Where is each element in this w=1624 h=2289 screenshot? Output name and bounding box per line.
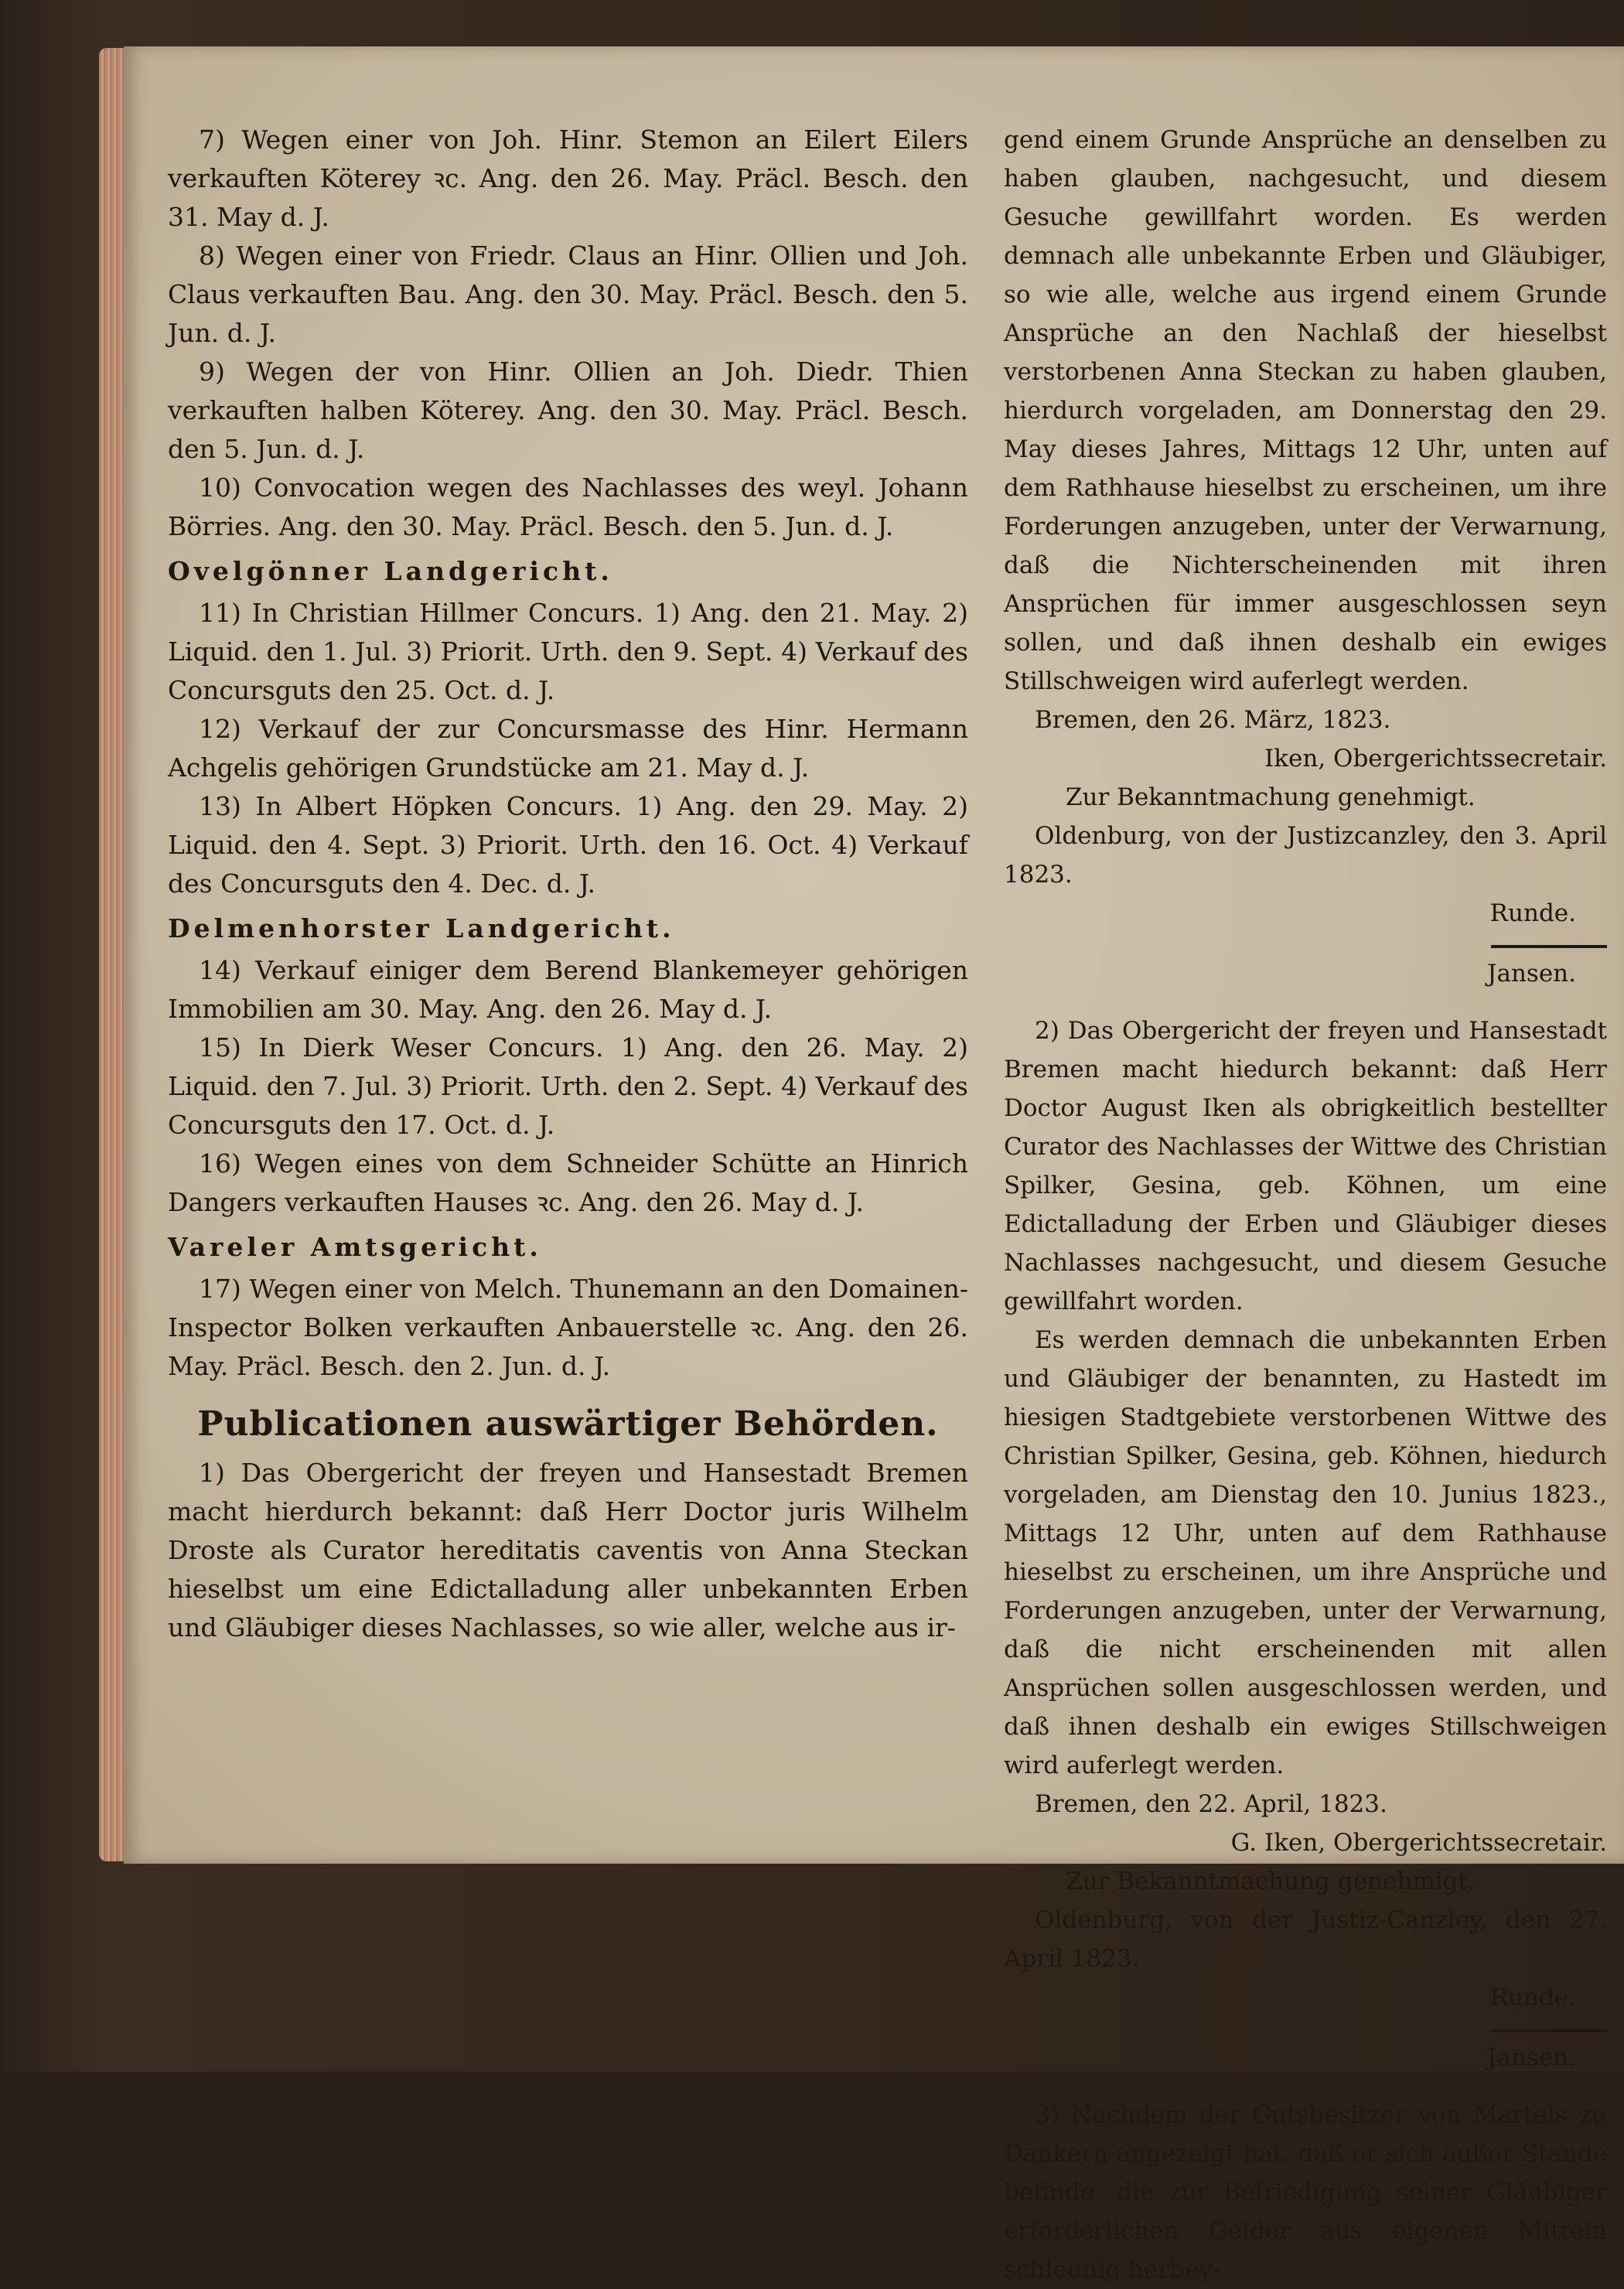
publication-3: 3) Nachdem der Gutsbesitzer von Martels zu Dankern angezeigt hat, daß er sich außer Stande befinde, die zur Befriedigung seiner Gläubiger erforderlichen Gelder aus eigenen Mitteln schleunig herbey- xyxy=(1004,2101,1607,2284)
publication-1-continuation: gend einem Grunde Ansprüche an denselben zu haben glauben, nachgesucht, und diesem Gesuche gewillfahrt worden. Es werden demnach alle unbekannte Erben und Gläubiger, so wie alle, welche aus irgend einem Grunde Ansprüche an den Nachlaß der hieselbst verstorbenen Anna Steckan zu haben glauben, hierdurch vorgeladen, am Donnerstag den 29. May dieses Jahres, Mittags 12 Uhr, unten auf dem Rathhause hieselbst zu erscheinen, um ihre Forderungen anzugeben, unter der Verwarnung, daß die Nichterscheinenden mit ihren Ansprüchen für immer ausgeschlossen seyn sollen, und daß ihnen deshalb ein ewiges Stillschweigen wird auferlegt werden. xyxy=(1004,126,1607,695)
section-heading-publications: Publicationen auswärtiger Behörden. xyxy=(197,1404,939,1444)
office-1: Oldenburg, von der Justizcanzley, den 3. April 1823. xyxy=(1004,822,1607,889)
approval-1: Zur Bekanntmachung genehmigt. xyxy=(1066,783,1476,811)
notice-15: 15) In Dierk Weser Concurs. 1) Ang. den 26. May. 2) Liquid. den 7. Jul. 3) Priorit. Urth. den 2. Sept. 4) Verkauf des Concursguts den 17. Oct. d. J. xyxy=(168,1032,968,1140)
approval-2: Zur Bekanntmachung genehmigt. xyxy=(1066,1868,1476,1895)
notice-1-place-date: Bremen, den 26. März, 1823. xyxy=(1035,706,1391,734)
divider-rule-1 xyxy=(1491,945,1607,948)
notice-2-place-date: Bremen, den 22. April, 1823. xyxy=(1035,1790,1387,1818)
signer-1b: Jansen. xyxy=(1487,960,1576,988)
notice-9: 9) Wegen der von Hinr. Ollien an Joh. Diedr. Thien verkauften halben Köterey. Ang. den 30. May. Präcl. Besch. den 5. Jun. d. J. xyxy=(168,356,968,464)
publication-2-continuation: Es werden demnach die unbekannten Erben und Gläubiger der benannten, zu Hastedt im hiesigen Stadtgebiete verstorbenen Wittwe des Christian Spilker, Gesina, geb. Köhnen, hiedurch vorgeladen, am Dienstag den 10. Junius 1823., Mittags 12 Uhr, unten auf dem Rathhause hieselbst zu erscheinen, um ihre Ansprüche und Forderungen anzugeben, unter der Verwarnung, daß die nicht erscheinenden mit allen Ansprüchen sollen ausgeschlossen werden, und daß ihnen deshalb ein ewiges Stillschweigen wird auferlegt werden. xyxy=(1004,1326,1607,1779)
notice-12: 12) Verkauf der zur Concursmasse des Hinr. Hermann Achgelis gehörigen Grundstücke am 21. May d. J. xyxy=(168,714,968,783)
notice-14: 14) Verkauf einiger dem Berend Blankemeyer gehörigen Immobilien am 30. May. Ang. den 26. May d. J. xyxy=(168,955,968,1024)
spacer-2 xyxy=(1004,2077,1607,2096)
publication-2: 2) Das Obergericht der freyen und Hansestadt Bremen macht hiedurch bekannt: daß Herr Doctor August Iken als obrigkeitlich bestellter Curator des Nachlasses der Wittwe des Christian Spilker, Gesina, geb. Köhnen, um eine Edictalladung der Erben und Gläubiger dieses Nachlasses nachgesucht, und diesem Gesuche gewillfahrt worden. xyxy=(1004,1017,1607,1315)
publication-1: 1) Das Obergericht der freyen und Hansestadt Bremen macht hierdurch bekannt: daß Herr Doctor juris Wilhelm Droste als Curator hereditatis caventis von Anna Steckan hieselbst um eine Edictalladung aller unbekannten Erben und Gläubiger dieses Nachlasses, so wie aller, welche aus ir- xyxy=(168,1458,968,1643)
divider-rule-2 xyxy=(1491,2029,1607,2032)
court-heading-varel: Vareler Amtsgericht. xyxy=(168,1232,542,1262)
right-column xyxy=(1004,121,1607,2289)
notice-11: 11) In Christian Hillmer Concurs. 1) Ang. den 21. May. 2) Liquid. den 1. Jul. 3) Priorit. Urth. den 9. Sept. 4) Verkauf des Concursguts den 25. Oct. d. J. xyxy=(168,598,968,705)
notice-17: 17) Wegen einer von Melch. Thunemann an den Domainen-Inspector Bolken verkauften Anbauerstelle ꝛc. Ang. den 26. May. Präcl. Besch. den 2. Jun. d. J. xyxy=(168,1274,968,1381)
notice-10: 10) Convocation wegen des Nachlasses des weyl. Johann Börries. Ang. den 30. May. Präcl. Besch. den 5. Jun. d. J. xyxy=(168,472,968,541)
court-heading-delmenhorst: Delmenhorster Landgericht. xyxy=(168,913,675,943)
notice-1-signature: Iken, Obergerichtssecretair. xyxy=(1264,745,1607,773)
court-heading-ovelgoenne: Ovelgönner Landgericht. xyxy=(168,556,613,586)
left-column xyxy=(168,121,968,1647)
signer-2a: Runde. xyxy=(1489,1984,1576,2011)
notice-2-signature: G. Iken, Obergerichtssecretair. xyxy=(1230,1829,1607,1857)
notice-16: 16) Wegen eines von dem Schneider Schütte an Hinrich Dangers verkauften Hauses ꝛc. Ang. den 26. May d. J. xyxy=(168,1148,968,1217)
signer-2b: Jansen. xyxy=(1487,2044,1576,2072)
signer-1a: Runde. xyxy=(1489,899,1576,927)
notice-13: 13) In Albert Höpken Concurs. 1) Ang. den 29. May. 2) Liquid. den 4. Sept. 3) Priorit. Urth. den 16. Oct. 4) Verkauf des Concursguts den 4. Dec. d. J. xyxy=(168,791,968,899)
notice-7: 7) Wegen einer von Joh. Hinr. Stemon an Eilert Eilers verkauften Köterey ꝛc. Ang. den 26. May. Präcl. Besch. den 31. May d. J. xyxy=(168,125,968,232)
notice-8: 8) Wegen einer von Friedr. Claus an Hinr. Ollien und Joh. Claus verkauften Bau. Ang. den 30. May. Präcl. Besch. den 5. Jun. d. J. xyxy=(168,240,968,348)
spacer-1 xyxy=(1004,993,1607,1011)
office-2: Oldenburg, von der Justiz-Canzley, den 27. April 1823. xyxy=(1004,1906,1607,1973)
